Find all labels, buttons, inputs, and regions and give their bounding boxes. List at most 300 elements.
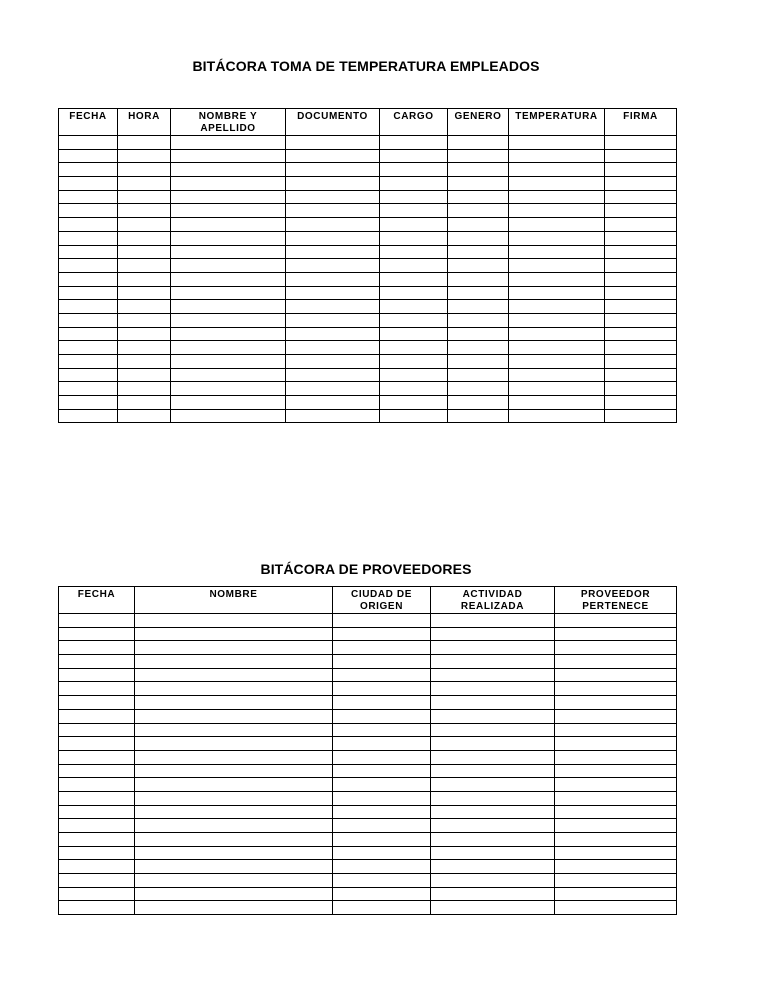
blank-cell[interactable] [135,846,333,860]
blank-cell[interactable] [59,396,118,410]
blank-cell[interactable] [605,300,677,314]
blank-cell[interactable] [380,272,448,286]
blank-cell[interactable] [431,805,555,819]
blank-cell[interactable] [448,218,509,232]
blank-cell[interactable] [118,259,171,273]
blank-cell[interactable] [448,163,509,177]
blank-cell[interactable] [509,204,605,218]
blank-cell[interactable] [59,723,135,737]
blank-cell[interactable] [431,846,555,860]
blank-cell[interactable] [509,272,605,286]
blank-cell[interactable] [59,627,135,641]
blank-cell[interactable] [135,614,333,628]
blank-cell[interactable] [555,764,677,778]
blank-cell[interactable] [171,396,286,410]
blank-cell[interactable] [333,887,431,901]
blank-cell[interactable] [431,887,555,901]
blank-cell[interactable] [118,136,171,150]
blank-cell[interactable] [555,778,677,792]
blank-cell[interactable] [555,709,677,723]
blank-cell[interactable] [448,327,509,341]
blank-cell[interactable] [59,149,118,163]
blank-cell[interactable] [509,163,605,177]
blank-cell[interactable] [135,860,333,874]
blank-cell[interactable] [286,259,380,273]
blank-cell[interactable] [380,204,448,218]
blank-cell[interactable] [431,737,555,751]
blank-cell[interactable] [509,368,605,382]
blank-cell[interactable] [509,409,605,423]
blank-cell[interactable] [171,272,286,286]
blank-cell[interactable] [333,723,431,737]
blank-cell[interactable] [380,218,448,232]
blank-cell[interactable] [59,245,118,259]
blank-cell[interactable] [509,149,605,163]
blank-cell[interactable] [286,149,380,163]
blank-cell[interactable] [171,204,286,218]
blank-cell[interactable] [59,341,118,355]
blank-cell[interactable] [171,218,286,232]
blank-cell[interactable] [118,327,171,341]
blank-cell[interactable] [118,355,171,369]
blank-cell[interactable] [605,355,677,369]
table-row [59,382,677,396]
blank-cell[interactable] [59,846,135,860]
column-header-nombre: NOMBRE [135,587,333,614]
table-row [59,778,677,792]
blank-cell[interactable] [135,696,333,710]
blank-cell[interactable] [605,204,677,218]
blank-cell[interactable] [380,245,448,259]
blank-cell[interactable] [509,355,605,369]
blank-cell[interactable] [431,696,555,710]
employees-temperature-table [58,108,677,423]
blank-cell[interactable] [333,737,431,751]
blank-cell[interactable] [605,327,677,341]
blank-cell[interactable] [59,805,135,819]
blank-cell[interactable] [509,136,605,150]
blank-cell[interactable] [448,136,509,150]
blank-cell[interactable] [509,382,605,396]
blank-cell[interactable] [135,655,333,669]
blank-cell[interactable] [118,177,171,191]
blank-cell[interactable] [555,791,677,805]
blank-cell[interactable] [286,204,380,218]
blank-cell[interactable] [118,190,171,204]
blank-cell[interactable] [59,655,135,669]
providers-table-body [59,614,677,915]
table-row [59,614,677,628]
blank-cell[interactable] [431,819,555,833]
blank-cell[interactable] [135,641,333,655]
blank-cell[interactable] [448,190,509,204]
blank-cell[interactable] [333,764,431,778]
column-header-documento: DOCUMENTO [286,109,380,136]
blank-cell[interactable] [448,204,509,218]
blank-cell[interactable] [118,382,171,396]
blank-cell[interactable] [59,190,118,204]
table-row [59,668,677,682]
blank-cell[interactable] [509,190,605,204]
column-header-cargo: CARGO [380,109,448,136]
blank-cell[interactable] [333,833,431,847]
table-row [59,409,677,423]
blank-cell[interactable] [605,231,677,245]
blank-cell[interactable] [333,668,431,682]
blank-cell[interactable] [171,341,286,355]
blank-cell[interactable] [380,355,448,369]
blank-cell[interactable] [286,286,380,300]
blank-cell[interactable] [431,682,555,696]
blank-cell[interactable] [59,750,135,764]
blank-cell[interactable] [59,136,118,150]
blank-cell[interactable] [118,396,171,410]
blank-cell[interactable] [555,846,677,860]
blank-cell[interactable] [135,778,333,792]
blank-cell[interactable] [59,764,135,778]
blank-cell[interactable] [509,177,605,191]
blank-cell[interactable] [448,177,509,191]
table-row [59,641,677,655]
blank-cell[interactable] [286,245,380,259]
blank-cell[interactable] [286,368,380,382]
blank-cell[interactable] [171,245,286,259]
blank-cell[interactable] [286,396,380,410]
blank-cell[interactable] [118,272,171,286]
blank-cell[interactable] [555,655,677,669]
blank-cell[interactable] [59,778,135,792]
column-header-fecha: FECHA [59,587,135,614]
blank-cell[interactable] [431,778,555,792]
blank-cell[interactable] [605,245,677,259]
blank-cell[interactable] [380,409,448,423]
blank-cell[interactable] [555,627,677,641]
blank-cell[interactable] [605,136,677,150]
blank-cell[interactable] [448,409,509,423]
blank-cell[interactable] [605,149,677,163]
blank-cell[interactable] [333,791,431,805]
blank-cell[interactable] [431,627,555,641]
blank-cell[interactable] [555,901,677,915]
blank-cell[interactable] [555,723,677,737]
table-row [59,204,677,218]
blank-cell[interactable] [59,368,118,382]
blank-cell[interactable] [171,231,286,245]
blank-cell[interactable] [448,300,509,314]
blank-cell[interactable] [333,641,431,655]
blank-cell[interactable] [555,737,677,751]
blank-cell[interactable] [333,874,431,888]
blank-cell[interactable] [431,901,555,915]
blank-cell[interactable] [59,231,118,245]
blank-cell[interactable] [431,860,555,874]
blank-cell[interactable] [171,259,286,273]
table-row [59,737,677,751]
blank-cell[interactable] [605,177,677,191]
blank-cell[interactable] [135,668,333,682]
blank-cell[interactable] [286,409,380,423]
blank-cell[interactable] [171,286,286,300]
blank-cell[interactable] [605,313,677,327]
blank-cell[interactable] [171,190,286,204]
blank-cell[interactable] [605,382,677,396]
blank-cell[interactable] [59,259,118,273]
blank-cell[interactable] [59,819,135,833]
blank-cell[interactable] [333,819,431,833]
blank-cell[interactable] [59,641,135,655]
blank-cell[interactable] [59,382,118,396]
blank-cell[interactable] [59,887,135,901]
blank-cell[interactable] [555,750,677,764]
table-row [59,901,677,915]
blank-cell[interactable] [333,846,431,860]
blank-cell[interactable] [380,300,448,314]
blank-cell[interactable] [380,341,448,355]
providers-table [58,586,677,915]
blank-cell[interactable] [59,272,118,286]
blank-cell[interactable] [448,341,509,355]
blank-cell[interactable] [605,218,677,232]
blank-cell[interactable] [59,737,135,751]
blank-cell[interactable] [605,259,677,273]
column-header-nombre-apellido: NOMBRE Y APELLIDO [171,109,286,136]
blank-cell[interactable] [135,901,333,915]
blank-cell[interactable] [59,409,118,423]
blank-cell[interactable] [118,231,171,245]
blank-cell[interactable] [509,341,605,355]
blank-cell[interactable] [171,177,286,191]
blank-cell[interactable] [333,696,431,710]
blank-cell[interactable] [509,327,605,341]
blank-cell[interactable] [333,709,431,723]
blank-cell[interactable] [333,778,431,792]
blank-cell[interactable] [380,368,448,382]
blank-cell[interactable] [380,163,448,177]
blank-cell[interactable] [286,327,380,341]
blank-cell[interactable] [555,887,677,901]
blank-cell[interactable] [333,627,431,641]
blank-cell[interactable] [333,860,431,874]
blank-cell[interactable] [431,614,555,628]
blank-cell[interactable] [509,231,605,245]
blank-cell[interactable] [135,791,333,805]
blank-cell[interactable] [555,682,677,696]
blank-cell[interactable] [333,805,431,819]
blank-cell[interactable] [286,177,380,191]
blank-cell[interactable] [286,163,380,177]
blank-cell[interactable] [118,341,171,355]
blank-cell[interactable] [509,300,605,314]
table-row [59,655,677,669]
blank-cell[interactable] [59,901,135,915]
blank-cell[interactable] [333,614,431,628]
blank-cell[interactable] [509,259,605,273]
blank-cell[interactable] [448,149,509,163]
blank-cell[interactable] [605,272,677,286]
table-row [59,805,677,819]
column-header-genero: GENERO [448,109,509,136]
blank-cell[interactable] [555,668,677,682]
blank-cell[interactable] [380,259,448,273]
blank-cell[interactable] [59,696,135,710]
blank-cell[interactable] [59,204,118,218]
blank-cell[interactable] [605,163,677,177]
blank-cell[interactable] [59,860,135,874]
blank-cell[interactable] [171,327,286,341]
blank-cell[interactable] [171,136,286,150]
blank-cell[interactable] [59,682,135,696]
blank-cell[interactable] [135,819,333,833]
blank-cell[interactable] [448,272,509,286]
blank-cell[interactable] [380,177,448,191]
blank-cell[interactable] [59,833,135,847]
blank-cell[interactable] [448,286,509,300]
blank-cell[interactable] [448,368,509,382]
blank-cell[interactable] [286,272,380,286]
blank-cell[interactable] [59,286,118,300]
blank-cell[interactable] [286,231,380,245]
blank-cell[interactable] [135,764,333,778]
blank-cell[interactable] [509,313,605,327]
blank-cell[interactable] [555,696,677,710]
blank-cell[interactable] [509,218,605,232]
blank-cell[interactable] [118,218,171,232]
blank-cell[interactable] [448,245,509,259]
blank-cell[interactable] [448,313,509,327]
blank-cell[interactable] [431,833,555,847]
blank-cell[interactable] [431,791,555,805]
blank-cell[interactable] [59,668,135,682]
blank-cell[interactable] [431,723,555,737]
blank-cell[interactable] [555,805,677,819]
blank-cell[interactable] [171,149,286,163]
blank-cell[interactable] [605,396,677,410]
blank-cell[interactable] [171,163,286,177]
blank-cell[interactable] [380,396,448,410]
blank-cell[interactable] [333,901,431,915]
blank-cell[interactable] [286,136,380,150]
blank-cell[interactable] [555,860,677,874]
blank-cell[interactable] [135,682,333,696]
blank-cell[interactable] [448,259,509,273]
blank-cell[interactable] [286,341,380,355]
blank-cell[interactable] [448,355,509,369]
blank-cell[interactable] [118,163,171,177]
blank-cell[interactable] [509,286,605,300]
blank-cell[interactable] [118,409,171,423]
blank-cell[interactable] [59,177,118,191]
blank-cell[interactable] [555,819,677,833]
blank-cell[interactable] [135,833,333,847]
blank-cell[interactable] [135,887,333,901]
blank-cell[interactable] [431,668,555,682]
blank-cell[interactable] [509,396,605,410]
blank-cell[interactable] [135,627,333,641]
blank-cell[interactable] [171,368,286,382]
blank-cell[interactable] [135,805,333,819]
blank-cell[interactable] [605,368,677,382]
blank-cell[interactable] [118,300,171,314]
blank-cell[interactable] [605,409,677,423]
blank-cell[interactable] [59,874,135,888]
blank-cell[interactable] [286,300,380,314]
blank-cell[interactable] [286,355,380,369]
blank-cell[interactable] [333,750,431,764]
blank-cell[interactable] [118,204,171,218]
blank-cell[interactable] [380,149,448,163]
blank-cell[interactable] [509,245,605,259]
blank-cell[interactable] [171,313,286,327]
blank-cell[interactable] [448,382,509,396]
blank-cell[interactable] [431,750,555,764]
blank-cell[interactable] [59,218,118,232]
blank-cell[interactable] [59,163,118,177]
blank-cell[interactable] [171,355,286,369]
blank-cell[interactable] [605,286,677,300]
blank-cell[interactable] [118,245,171,259]
blank-cell[interactable] [118,149,171,163]
blank-cell[interactable] [431,641,555,655]
blank-cell[interactable] [59,355,118,369]
blank-cell[interactable] [286,313,380,327]
table-row [59,136,677,150]
blank-cell[interactable] [333,682,431,696]
blank-cell[interactable] [380,327,448,341]
blank-cell[interactable] [286,218,380,232]
blank-cell[interactable] [135,874,333,888]
table-header-row [59,587,677,614]
blank-cell[interactable] [605,341,677,355]
blank-cell[interactable] [380,231,448,245]
blank-cell[interactable] [135,737,333,751]
blank-cell[interactable] [333,655,431,669]
blank-cell[interactable] [171,382,286,396]
blank-cell[interactable] [380,382,448,396]
blank-cell[interactable] [380,136,448,150]
blank-cell[interactable] [118,368,171,382]
blank-cell[interactable] [448,396,509,410]
blank-cell[interactable] [59,709,135,723]
blank-cell[interactable] [135,723,333,737]
blank-cell[interactable] [286,190,380,204]
blank-cell[interactable] [555,614,677,628]
blank-cell[interactable] [380,286,448,300]
blank-cell[interactable] [135,750,333,764]
blank-cell[interactable] [59,313,118,327]
blank-cell[interactable] [59,614,135,628]
blank-cell[interactable] [431,709,555,723]
blank-cell[interactable] [448,231,509,245]
blank-cell[interactable] [380,313,448,327]
blank-cell[interactable] [431,874,555,888]
blank-cell[interactable] [135,709,333,723]
blank-cell[interactable] [431,764,555,778]
blank-cell[interactable] [118,313,171,327]
blank-cell[interactable] [118,286,171,300]
blank-cell[interactable] [286,382,380,396]
blank-cell[interactable] [605,190,677,204]
blank-cell[interactable] [59,327,118,341]
blank-cell[interactable] [171,300,286,314]
blank-cell[interactable] [59,791,135,805]
blank-cell[interactable] [431,655,555,669]
blank-cell[interactable] [171,409,286,423]
blank-cell[interactable] [555,874,677,888]
blank-cell[interactable] [555,833,677,847]
blank-cell[interactable] [555,641,677,655]
blank-cell[interactable] [380,190,448,204]
blank-cell[interactable] [59,300,118,314]
